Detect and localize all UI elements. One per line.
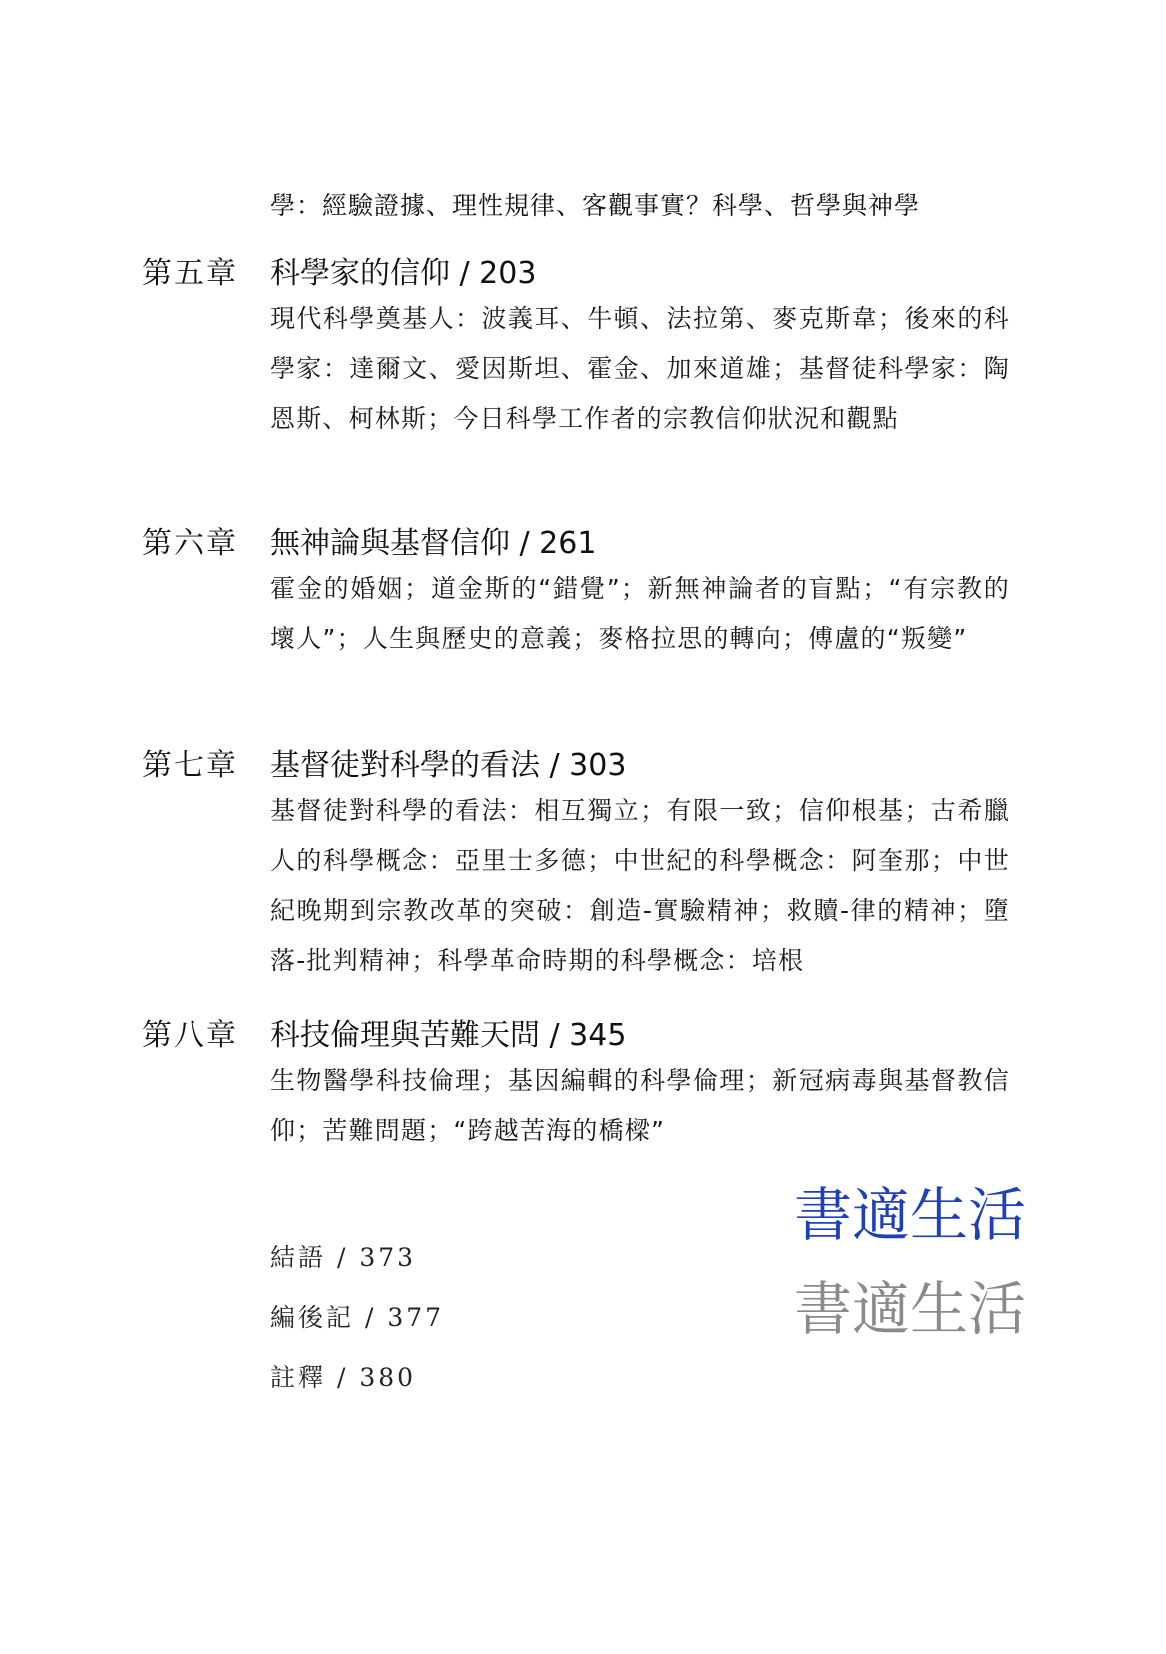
backmatter-notes: 註釋 / 380 bbox=[270, 1363, 417, 1392]
chapter-number: 第六章 bbox=[142, 526, 238, 561]
chapter-title: 科技倫理與苦難天問 / 345 bbox=[270, 1018, 627, 1053]
chapter-description: 基督徒對科學的看法：相互獨立；有限一致；信仰根基；古希臘人的科學概念：亞里士多德；中世紀的科學概念：阿奎那；中世紀晚期到宗教改革的突破：創造-實驗精神；救贖-律的精神；墮落-批判精神；科學革命時期的科學概念：培根 bbox=[270, 796, 1010, 975]
chapter-title: 無神論與基督信仰 / 261 bbox=[270, 526, 597, 561]
backmatter-conclusion: 結語 / 373 bbox=[270, 1243, 417, 1272]
chapter-number: 第七章 bbox=[142, 748, 238, 783]
watermark-gray: 書適生活 bbox=[793, 1275, 1026, 1343]
chapter-description: 現代科學奠基人：波義耳、牛頓、法拉第、麥克斯韋；後來的科學家：達爾文、愛因斯坦、霍金、加來道雄；基督徒科學家：陶恩斯、柯林斯；今日科學工作者的宗教信仰狀況和觀點 bbox=[270, 304, 1010, 433]
continued-description: 學：經驗證據、理性規律、客觀事實？科學、哲學與神學 bbox=[270, 191, 921, 220]
chapter-description: 生物醫學科技倫理；基因編輯的科學倫理；新冠病毒與基督教信仰；苦難問題；“跨越苦海的橋樑” bbox=[270, 1066, 1010, 1145]
chapter-number: 第八章 bbox=[142, 1018, 238, 1053]
chapter-title: 基督徒對科學的看法 / 303 bbox=[270, 748, 627, 783]
chapter-number: 第五章 bbox=[142, 256, 238, 291]
chapter-title: 科學家的信仰 / 203 bbox=[270, 256, 537, 291]
watermark-blue: 書適生活 bbox=[793, 1181, 1026, 1249]
chapter-description: 霍金的婚姻；道金斯的“錯覺”；新無神論者的盲點；“有宗教的壞人”；人生與歷史的意義；麥格拉思的轉向；傅盧的“叛變” bbox=[270, 574, 1010, 653]
backmatter-editor-note: 編後記 / 377 bbox=[270, 1303, 445, 1332]
